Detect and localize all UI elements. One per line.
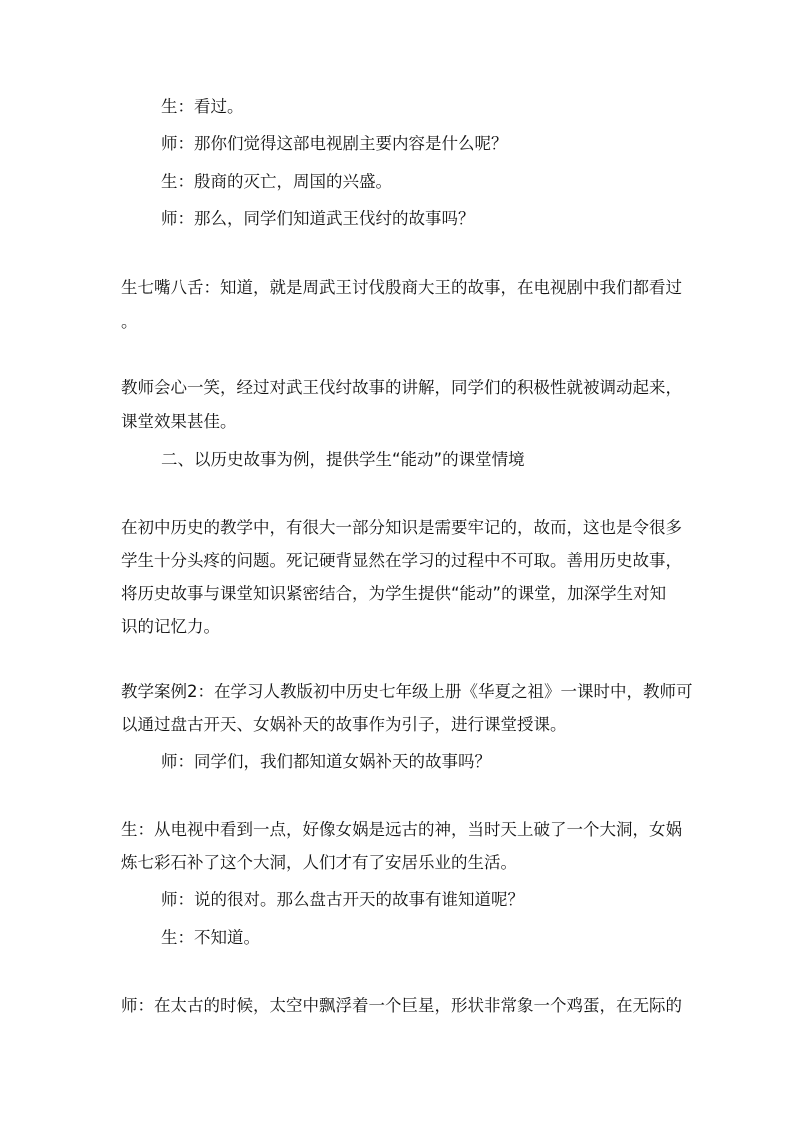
dialogue-line: 师：那你们觉得这部电视剧主要内容是什么呢？ bbox=[161, 134, 508, 153]
dialogue-line: 师：那么，同学们知道武王伐纣的故事吗？ bbox=[161, 209, 475, 228]
paragraph-line: 在初中历史的教学中，有很大一部分知识是需要牢记的，故而，这也是令很多 bbox=[121, 518, 682, 537]
dialogue-line: 生：看过。 bbox=[161, 97, 244, 116]
paragraph-line: 以通过盘古开天、女娲补天的故事作为引子，进行课堂授课。 bbox=[121, 715, 567, 734]
paragraph-line: 师：在太古的时候，太空中飘浮着一个巨星，形状非常象一个鸡蛋，在无际的 bbox=[121, 996, 682, 1015]
paragraph-line: 学生十分头疼的问题。死记硬背显然在学习的过程中不可取。善用历史故事， bbox=[121, 551, 682, 570]
paragraph-line: 识的记忆力。 bbox=[121, 617, 220, 636]
paragraph-line: 教师会心一笑，经过对武王伐纣故事的讲解，同学们的积极性就被调动起来， bbox=[121, 378, 682, 397]
paragraph-line: 生：从电视中看到一点，好像女娲是远古的神，当时天上破了一个大洞，女娲 bbox=[121, 820, 682, 839]
paragraph-line: 。 bbox=[121, 312, 138, 331]
paragraph-line: 课堂效果甚佳。 bbox=[121, 412, 237, 431]
paragraph-line: 将历史故事与课堂知识紧密结合，为学生提供“能动”的课堂，加深学生对知 bbox=[121, 584, 667, 603]
dialogue-line: 生：殷商的灭亡，周国的兴盛。 bbox=[161, 172, 392, 191]
paragraph-line: 炼七彩石补了这个大洞，人们才有了安居乐业的生活。 bbox=[121, 853, 517, 872]
dialogue-line: 师：说的很对。那么盘古开天的故事有谁知道呢？ bbox=[161, 890, 524, 909]
paragraph-line: 教学案例2：在学习人教版初中历史七年级上册《华夏之祖》一课时中，教师可 bbox=[121, 682, 693, 701]
paragraph-line: 生七嘴八舌：知道，就是周武王讨伐殷商大王的故事，在电视剧中我们都看过 bbox=[121, 278, 682, 297]
dialogue-line: 生：不知道。 bbox=[161, 928, 260, 947]
section-heading: 二、以历史故事为例，提供学生“能动”的课堂情境 bbox=[161, 450, 525, 469]
dialogue-line: 师：同学们，我们都知道女娲补天的故事吗？ bbox=[161, 752, 491, 771]
